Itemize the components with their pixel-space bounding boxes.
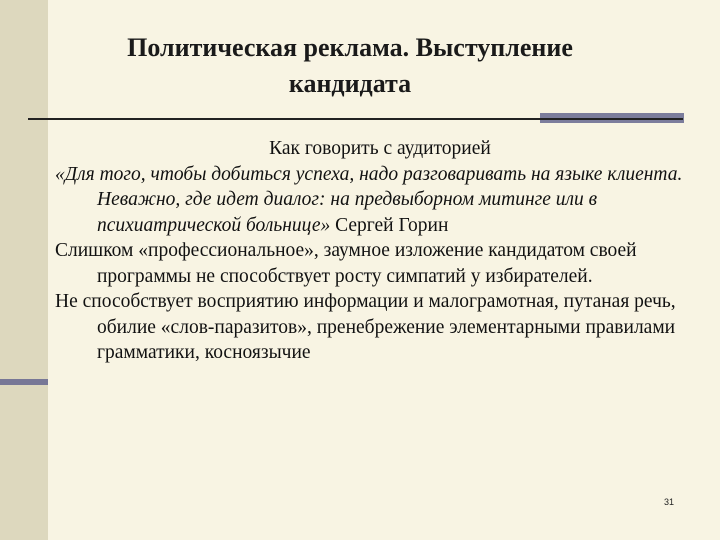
slide-subtitle: Как говорить с аудиторией: [269, 138, 491, 159]
quote-author: Сергей Горин: [330, 214, 449, 236]
slide-title: [50, 30, 650, 102]
slide-title-line-2: кандидата: [288, 69, 412, 98]
quote-paragraph: [55, 162, 695, 239]
body-paragraph-2: Не способствует восприятию информации и малограмотная, путаная речь, обилие «слов-паразитов», пренебрежение элементарными правилами грамматики, косноязычие: [55, 291, 676, 363]
slide-body: [55, 136, 695, 366]
left-decorative-band: [0, 0, 48, 540]
left-accent-bar: [0, 379, 48, 385]
title-rule: [28, 118, 683, 120]
page-number: 31: [664, 497, 675, 507]
quote-text: «Для того, чтобы добиться успеха, надо разговаривать на языке клиента. Неважно, где идет диалог: на предвыборном митинге или в психиатрической больнице»: [55, 163, 683, 236]
body-paragraph-1: Слишком «профессиональное», заумное изложение кандидатом своей программы не способствует росту симпатий у избирателей.: [55, 240, 637, 287]
slide-title-line-1: Политическая реклама. Выступление: [127, 33, 573, 62]
